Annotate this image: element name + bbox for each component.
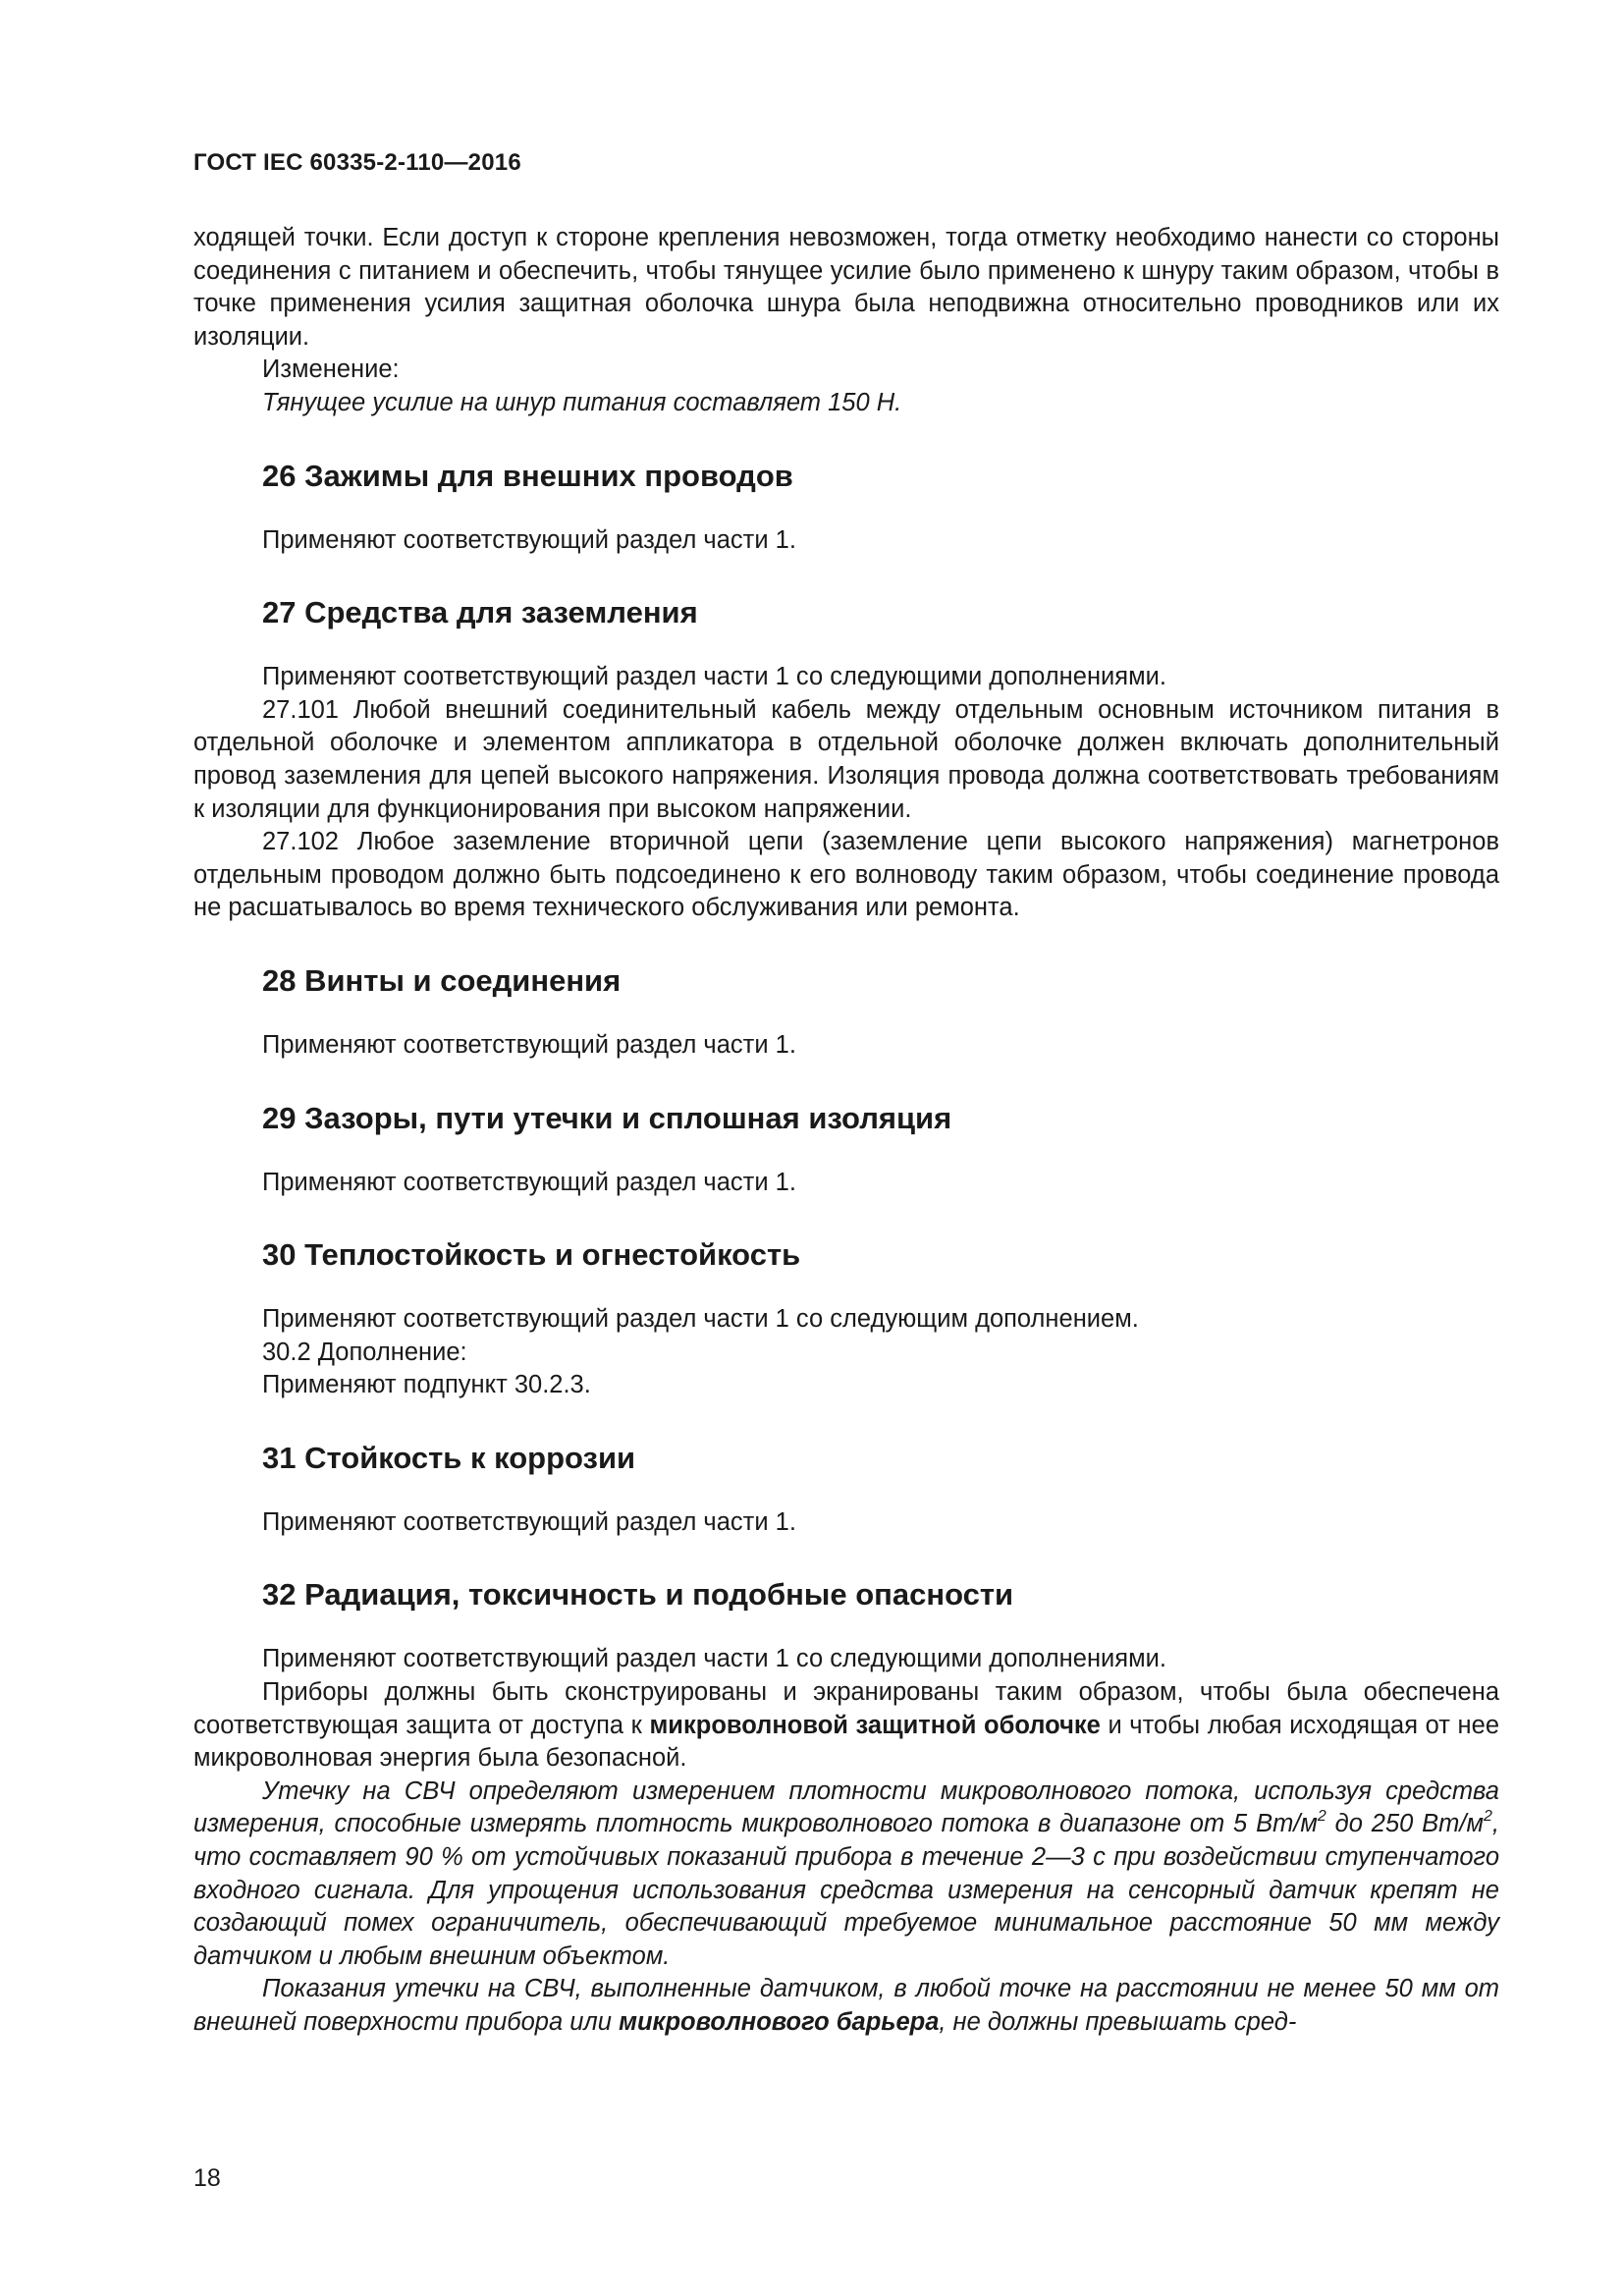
readings-text-c: , не должны превышать сред- [939, 2008, 1297, 2036]
section-32-heading: 32 Радиация, токсичность и подобные опасности [262, 1577, 1014, 1613]
protection-term-enclosure: микроволновой защитной оболочке [649, 1711, 1101, 1739]
readings-text-a: Показания утечки на СВЧ, выполненные датчиком, в любой точке на расстоянии не менее 50 мм от внешней поверхности прибора или [193, 1975, 1499, 2036]
section-29-heading: 29 Зазоры, пути утечки и сплошная изоляция [262, 1100, 952, 1135]
continuation-paragraph: ходящей точки. Если доступ к стороне крепления невозможен, тогда отметку необходимо нанести со стороны соединения с питанием и обеспечить, чтобы тянущее усилие было применено к шнуру таким образом, чтобы в точке применения усилия защитная оболочка шнура была неподвижна относительно проводников или их изоляции. [193, 224, 1499, 351]
leak-text-c: , что составляет 90 % от устойчивых показаний прибора в течение 2—3 с при воздействии ступенчатого входного сигнала. Для упрощения использования средства измерения на сенсорный датчик крепят не создающий помех ограничитель, обеспечивающий требуемое минимальное расстояние 50 мм между датчиком и любым внешним объектом. [193, 1810, 1499, 1970]
section-31-text: Применяют соответствующий раздел части 1. [262, 1507, 796, 1536]
page-body [193, 222, 1499, 2040]
change-text: Тянущее усилие на шнур питания составляет 150 Н. [262, 388, 902, 416]
document-header: ГОСТ IEC 60335-2-110—2016 [193, 149, 521, 176]
section-28-heading: 28 Винты и соединения [262, 962, 622, 998]
section-31-heading: 31 Стойкость к коррозии [262, 1440, 636, 1475]
protection-text-a: Приборы должны быть сконструированы и экранированы таким образом, чтобы была обеспечена соответствующая защита от доступа к [193, 1678, 1499, 1739]
section-26-heading: 26 Зажимы для внешних проводов [262, 458, 793, 493]
section-27-heading: 27 Средства для заземления [262, 595, 698, 630]
readings-term-barrier: микроволнового барьера [619, 2008, 940, 2036]
section-30-intro: Применяют соответствующий раздел части 1 со следующим дополнением. [262, 1305, 1139, 1334]
leak-sup-1: 2 [1317, 1808, 1326, 1826]
section-32-protection-paragraph [193, 1676, 1499, 1776]
protection-text-c: и чтобы любая исходящая от нее микроволновая энергия была безопасной. [193, 1711, 1500, 1773]
leak-text-b: до 250 Вт/м [1325, 1810, 1484, 1838]
clause-30-2: 30.2 Дополнение: [262, 1338, 467, 1366]
section-26-text: Применяют соответствующий раздел части 1. [262, 525, 796, 554]
clause-27-102: 27.102 Любое заземление вторичной цепи (заземление цепи высокого напряжения) магнетронов отдельным проводом должно быть подсоединено к его волноводу таким образом, чтобы соединение провода не расшатывалось во время технического обслуживания или ремонта. [193, 828, 1499, 922]
section-32-leak-readings [193, 1973, 1499, 2039]
leak-text-a: Утечку на СВЧ определяют измерением плотности микроволнового потока, используя средства измерения, способные измерять плотность микроволнового потока в диапазоне от 5 Вт/м [193, 1777, 1499, 1838]
section-28-text: Применяют соответствующий раздел части 1. [262, 1030, 796, 1059]
leak-sup-2: 2 [1483, 1808, 1492, 1826]
clause-30-2-text: Применяют подпункт 30.2.3. [262, 1371, 591, 1399]
section-30-heading: 30 Теплостойкость и огнестойкость [262, 1237, 801, 1273]
section-32-leak-measurement [193, 1776, 1499, 1974]
section-27-intro: Применяют соответствующий раздел части 1 со следующими дополнениями. [262, 663, 1166, 691]
clause-27-101: 27.101 Любой внешний соединительный кабель между отдельным основным источником питания в отдельной оболочке и элементом аппликатора в отдельной оболочке должен включать дополнительный провод заземления для цепей высокого напряжения. Изоляция провода должна соответствовать требованиям к изоляции для функционирования при высоком напряжении. [193, 695, 1499, 823]
section-32-intro: Применяют соответствующий раздел части 1 со следующими дополнениями. [262, 1645, 1166, 1673]
change-label: Изменение: [262, 355, 400, 384]
section-29-text: Применяют соответствующий раздел части 1. [262, 1168, 796, 1196]
page-number: 18 [193, 2164, 221, 2192]
